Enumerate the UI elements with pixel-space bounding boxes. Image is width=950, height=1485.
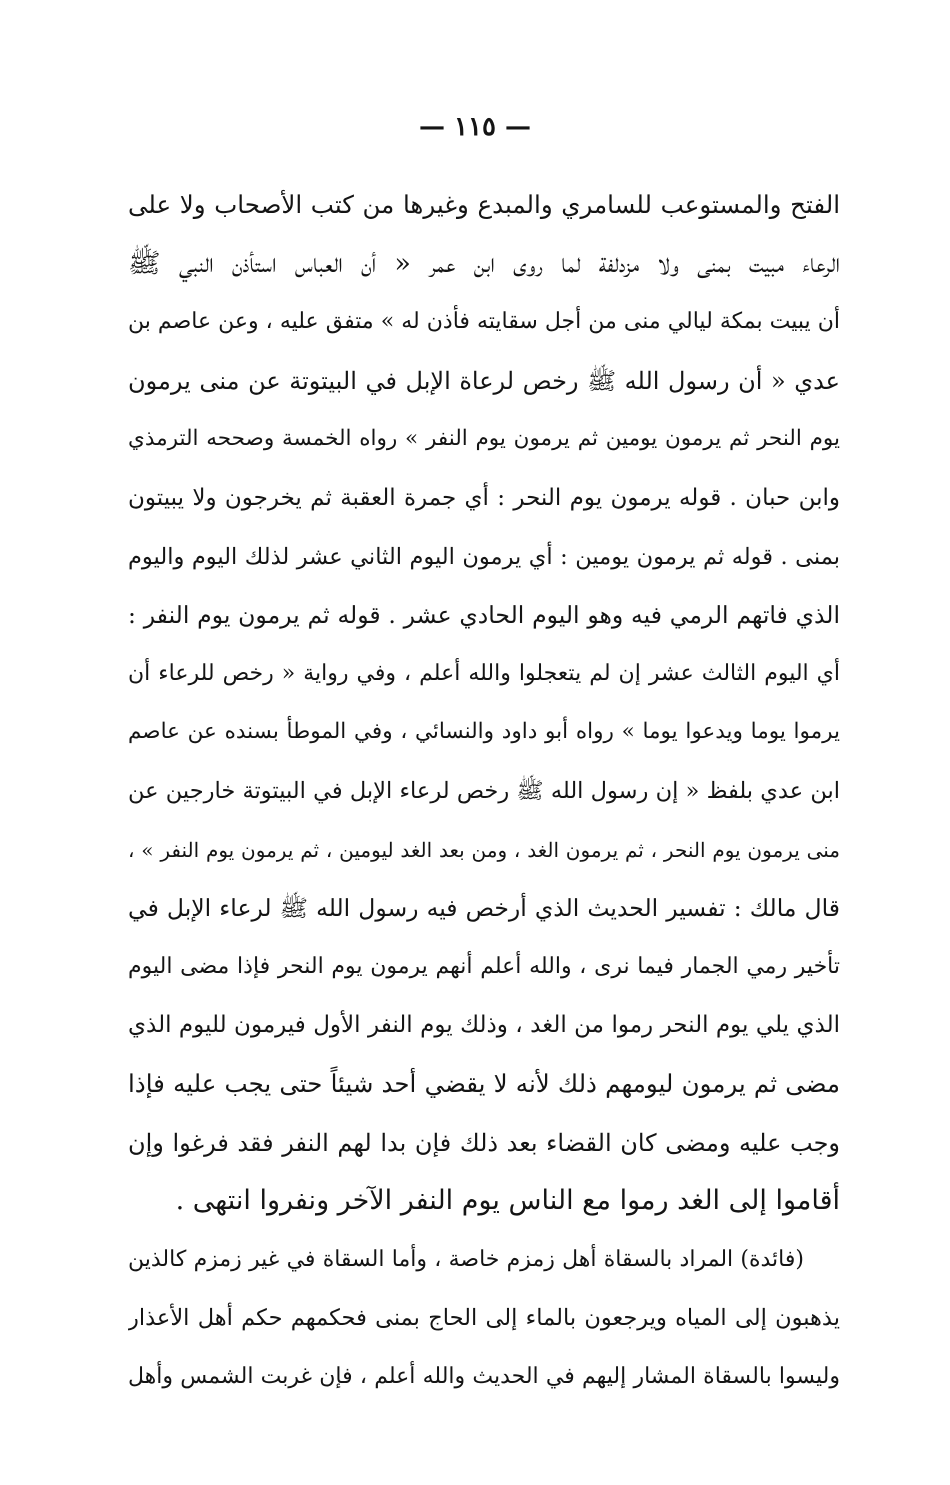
text-line: بمنى . قوله ثم يرمون يومين : أي يرمون اليوم الثاني عشر لذلك اليوم واليوم bbox=[128, 543, 840, 570]
text-line: تأخير رمي الجمار فيما نرى ، والله أعلم أنهم يرمون يوم النحر فإذا مضى اليوم bbox=[128, 953, 840, 979]
text-line: وليسوا بالسقاة المشار إليهم في الحديث والله أعلم ، فإن غربت الشمس وأهل bbox=[128, 1363, 840, 1389]
text-line: مضى ثم يرمون ليومهم ذلك لأنه لا يقضي أحد شيئاً حتى يجب عليه فإذا bbox=[128, 1068, 840, 1098]
text-line: وابن حبان . قوله يرمون يوم النحر : أي جمرة العقبة ثم يخرجون ولا يبيتون bbox=[128, 484, 840, 511]
text-line: الذي فاتهم الرمي فيه وهو اليوم الحادي عشر . قوله ثم يرمون يوم النفر : bbox=[128, 601, 840, 630]
text-line: أن يبيت بمكة ليالي منى من أجل سقايته فأذن له » متفق عليه ، وعن عاصم بن bbox=[128, 309, 840, 335]
text-line: قال مالك : تفسير الحديث الذي أرخص فيه رسول الله ﷺ لرعاء الإبل في bbox=[128, 894, 840, 923]
text-line: وجب عليه ومضى كان القضاء بعد ذلك فإن بدا لهم النفر فقد فرغوا وإن bbox=[128, 1128, 840, 1157]
body-text bbox=[128, 176, 840, 1406]
text-line: يوم النحر ثم يرمون يومين ثم يرمون يوم النفر » رواه الخمسة وصححه الترمذي bbox=[128, 426, 840, 452]
text-line: يرموا يوما ويدعوا يوما » رواه أبو داود والنسائي ، وفي الموطأ بسنده عن عاصم bbox=[128, 719, 840, 745]
text-line: ابن عدي بلفظ « إن رسول الله ﷺ رخص لرعاء الإبل في البيتوتة خارجين عن bbox=[128, 777, 840, 804]
text-line: أي اليوم الثالث عشر إن لم يتعجلوا والله أعلم ، وفي رواية « رخص للرعاء أن bbox=[128, 660, 840, 686]
text-line: الرعاء مبيت بمنى ولا مزدلفة لما روى ابن عمر « أن العباس استأذن النبي ﷺ bbox=[128, 247, 840, 279]
text-line: الفتح والمستوعب للسامري والمبدع وغيرها من كتب الأصحاب ولا على bbox=[128, 190, 840, 219]
text-line: عدي « أن رسول الله ﷺ رخص لرعاة الإبل في البيتوتة عن منى يرمون bbox=[128, 366, 840, 395]
text-line: يذهبون إلى المياه ويرجعون بالماء إلى الحاج بمنى فحكمهم حكم أهل الأعذار bbox=[128, 1305, 840, 1332]
page-number: — ١١٥ — bbox=[418, 112, 532, 142]
text-line: (فائدة) المراد بالسقاة أهل زمزم خاصة ، وأما السقاة في غير زمزم كالذين bbox=[128, 1246, 804, 1272]
text-line: الذي يلي يوم النحر رموا من الغد ، وذلك يوم النفر الأول فيرمون لليوم الذي bbox=[128, 1012, 840, 1039]
text-line: منى يرمون يوم النحر ، ثم يرمون الغد ، ومن بعد الغد ليومين ، ثم يرمون يوم النفر » ، bbox=[128, 837, 840, 862]
text-line: أقاموا إلى الغد رموا مع الناس يوم النفر الآخر ونفروا انتهى . bbox=[175, 1185, 840, 1217]
